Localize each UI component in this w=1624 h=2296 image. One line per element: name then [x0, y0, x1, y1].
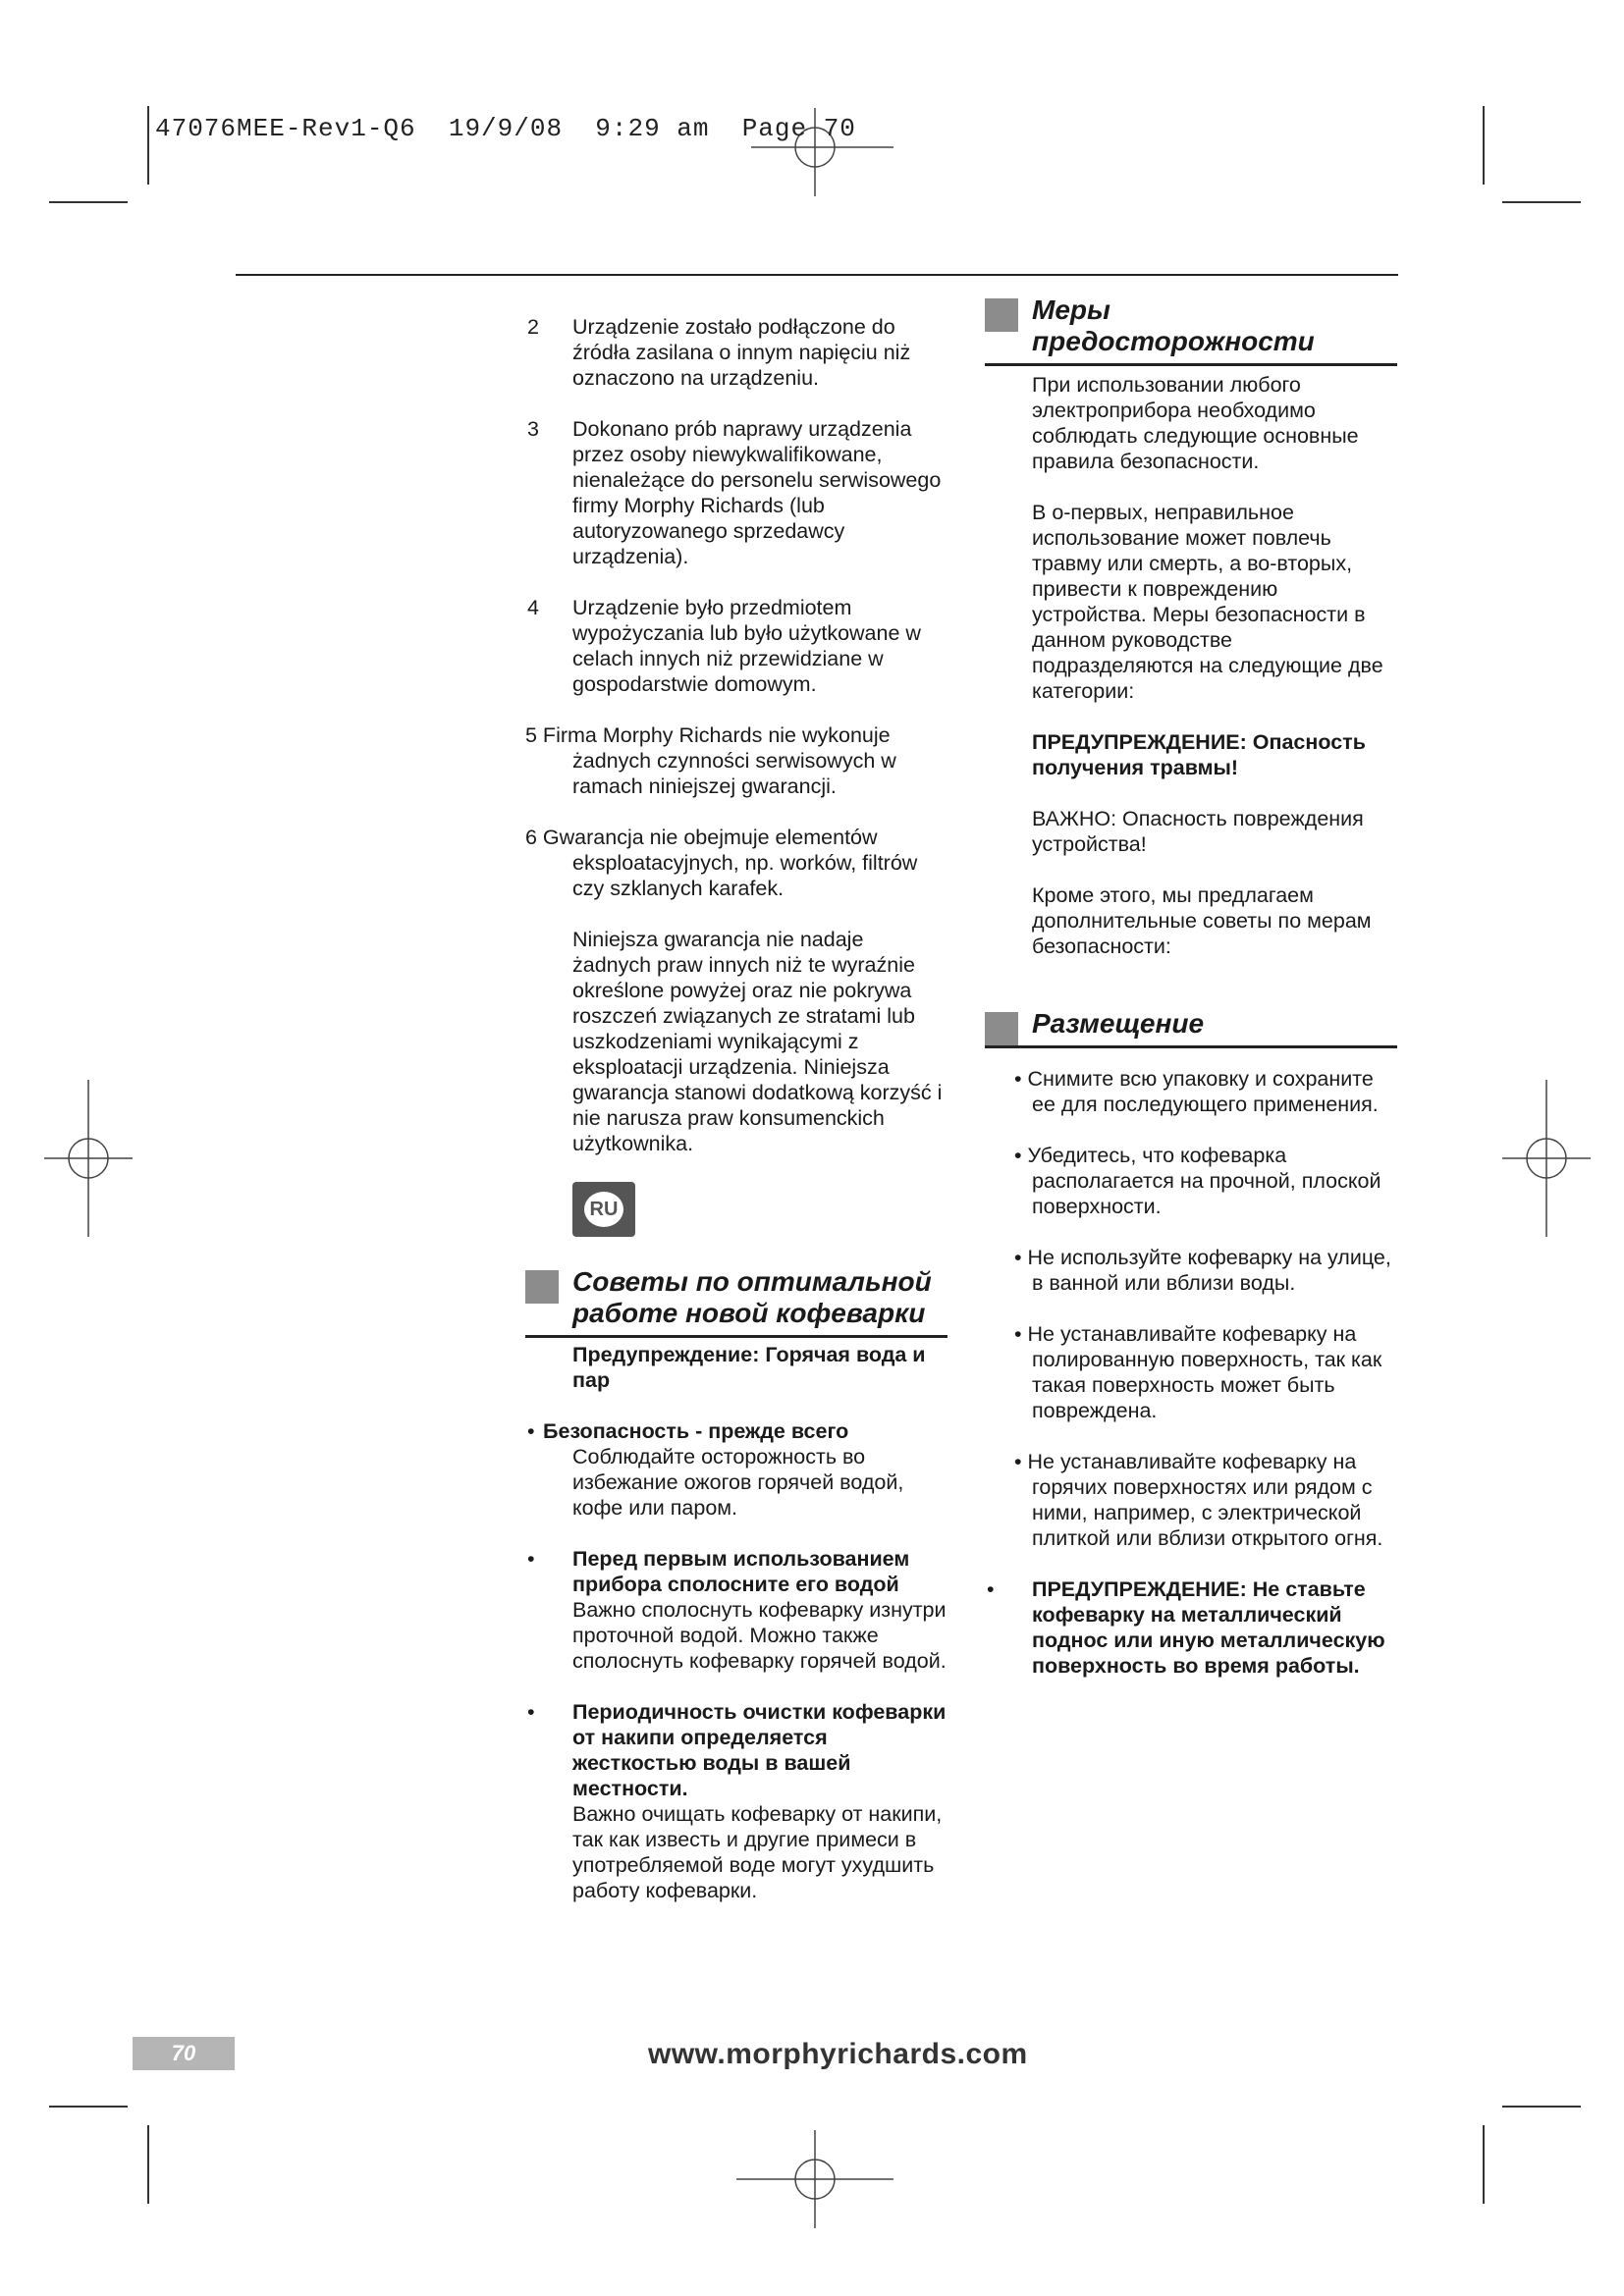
warranty-item: 5 Firma Morphy Richards nie wykonuje żadnych czynności serwisowych w ramach niniejszej gwarancji.: [525, 723, 896, 798]
precautions-extra: Кроме этого, мы предлагаем дополнительные советы по мерам безопасности:: [1032, 883, 1372, 958]
precautions-paragraph: В о-первых, неправильное использование может повлечь травму или смерть, а во-вторых, привести к повреждению устройства. Меры безопасности в данном руководстве подразделяются на следующие две категории:: [1032, 501, 1383, 703]
tip-heading: Перед первым использованием прибора сполосните его водой: [572, 1547, 910, 1596]
crop-mark: [147, 106, 149, 185]
warning-injury: ПРЕДУПРЕЖДЕНИЕ: Опасность получения травмы!: [1032, 730, 1366, 779]
precautions-heading: [985, 294, 1397, 357]
registration-mark-left: [44, 1080, 133, 1237]
bullet-dot: •: [527, 1700, 535, 1724]
tip-item: [525, 1418, 947, 1521]
tips-warning: Предупреждение: Горячая вода и пар: [572, 1343, 926, 1392]
page-number: 70: [133, 2037, 235, 2070]
item-number: 2: [527, 315, 539, 339]
section-underline: [525, 1335, 947, 1338]
placement-item: • Снимите всю упаковку и сохраните ее для последующего применения.: [1014, 1067, 1379, 1116]
tip-text: Важно сполоснуть кофеварку изнутри проточной водой. Можно также сполоснуть кофеварку горячей водой.: [572, 1598, 947, 1673]
tip-item: [525, 1699, 947, 1903]
tips-section-title: Советы по оптимальной работе новой кофеварки: [572, 1266, 932, 1328]
placement-final-warning-item: [985, 1576, 1397, 1679]
placement-final-warning: ПРЕДУПРЕЖДЕНИЕ: Не ставьте кофеварку на металлический поднос или иную металлическую поверхность во время работы.: [1032, 1577, 1385, 1678]
precautions-paragraph: При использовании любого электроприбора необходимо соблюдать следующие основные правила безопасности.: [1032, 373, 1359, 473]
crop-mark: [1483, 2125, 1485, 2204]
section-square-icon: [525, 1270, 559, 1304]
warranty-item: [525, 314, 947, 391]
placement-heading: [985, 1008, 1397, 1040]
warranty-item: [525, 416, 947, 569]
warranty-item: 6 Gwarancja nie obejmuje elementów eksploatacyjnych, np. worków, filtrów czy szklanych karafek.: [525, 826, 918, 900]
registration-mark-right: [1502, 1080, 1591, 1237]
crop-mark: [49, 201, 128, 203]
crop-mark: [1502, 201, 1581, 203]
language-badge: [572, 1182, 635, 1237]
placement-item: • Не используйте кофеварку на улице, в ванной или вблизи воды.: [1014, 1246, 1391, 1295]
bullet-dot: •: [527, 1419, 535, 1443]
tips-section-heading: [525, 1266, 947, 1329]
precautions-title: Меры предосторожности: [1032, 294, 1315, 356]
tip-item: [525, 1546, 947, 1674]
section-underline: [985, 363, 1397, 366]
crop-mark: [49, 2106, 128, 2108]
tip-heading: Периодичность очистки кофеварки от накипи определяется жесткостью воды в вашей местности.: [572, 1700, 947, 1800]
item-text: Dokonano prób naprawy urządzenia przez osoby niewykwalifikowane, nienależące do personelu serwisowego firmy Morphy Richards (lub autoryzowanego sprzedawcy urządzenia).: [572, 417, 942, 568]
important-damage: ВАЖНО: Опасность повреждения устройства!: [1032, 807, 1364, 856]
warranty-item: [525, 595, 947, 697]
placement-item: • Убедитесь, что кофеварка располагается на прочной, плоской поверхности.: [1014, 1144, 1381, 1218]
registration-mark-bottom: [736, 2130, 893, 2228]
placement-item: • Не устанавливайте кофеварку на горячих поверхностях или рядом с ними, например, с электрической плиткой или вблизи открытого огня.: [1014, 1450, 1383, 1550]
top-rule: [236, 274, 1398, 276]
language-badge-label: RU: [584, 1192, 623, 1227]
crop-mark: [147, 2125, 149, 2204]
item-number: 3: [527, 417, 539, 441]
placement-item: • Не устанавливайте кофеварку на полированную поверхность, так как такая поверхность может быть повреждена.: [1014, 1322, 1382, 1422]
tip-text: Соблюдайте осторожность во избежание ожогов горячей водой, кофе или паром.: [572, 1445, 904, 1520]
bullet-dot: •: [987, 1577, 995, 1601]
warranty-closing-paragraph: Niniejsza gwarancja nie nadaje żadnych praw innych niż te wyraźnie określone powyżej oraz nie pokrywa roszczeń związanych ze stratami lub uszkodzeniami wynikającymi z eksploatacji urządzenia. Niniejsza gwarancja stanowi dodatkową korzyść i nie narusza praw konsumenckich użytkownika.: [572, 928, 943, 1155]
tip-heading: Безопасность - прежде всего: [543, 1419, 849, 1443]
item-text: Urządzenie zostało podłączone do źródła zasilana o innym napięciu niż oznaczono na urządzeniu.: [572, 315, 911, 390]
section-square-icon: [985, 298, 1018, 332]
bullet-dot: •: [527, 1547, 535, 1571]
crop-mark: [1502, 2106, 1581, 2108]
footer-url: www.morphyrichards.com: [648, 2038, 1028, 2070]
item-text: Urządzenie było przedmiotem wypożyczania lub było użytkowane w celach innych niż przewidziane w gospodarstwie domowym.: [572, 596, 921, 696]
placement-title: Размещение: [1032, 1008, 1205, 1039]
left-column: [525, 314, 947, 1929]
right-column: [985, 294, 1397, 1704]
item-number: 4: [527, 596, 539, 619]
crop-mark: [1483, 106, 1485, 185]
print-slug: 47076MEE-Rev1-Q6 19/9/08 9:29 am Page 70: [155, 114, 856, 143]
section-square-icon: [985, 1012, 1018, 1045]
tip-text: Важно очищать кофеварку от накипи, так как известь и другие примеси в употребляемой воде могут ухудшить работу кофеварки.: [572, 1802, 943, 1902]
